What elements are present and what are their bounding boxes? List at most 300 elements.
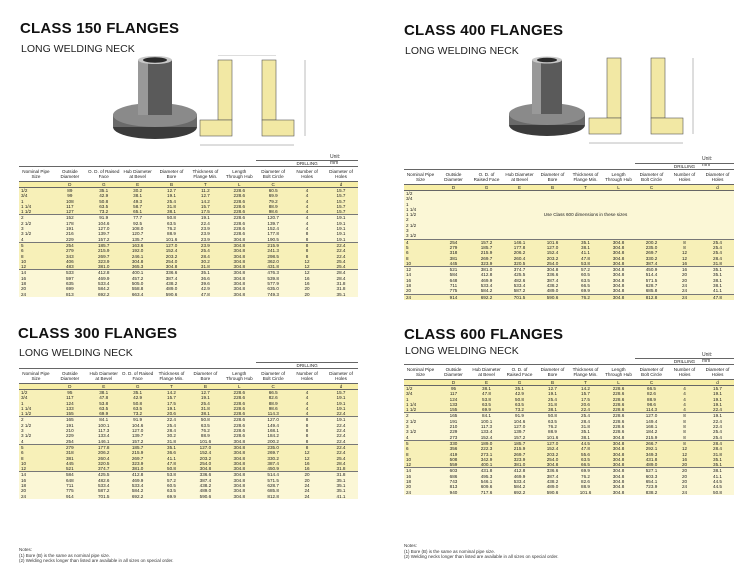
pipe-size-cell: 16 (404, 474, 437, 479)
table-cell: 73.2 (503, 407, 536, 413)
flange-photo-and-drawing (495, 55, 735, 150)
table-cell: 4 (668, 397, 701, 402)
pipe-size-cell: 14 (19, 472, 53, 478)
table-cell: 149.4 (256, 423, 290, 428)
table-cell: 200.2 (635, 239, 668, 245)
table-cell: 163.6 (121, 242, 155, 248)
table-header (19, 161, 358, 188)
table-cell: 269.7 (470, 256, 503, 261)
table-cell: 692.2 (470, 294, 503, 300)
table-cell: 19.1 (324, 406, 358, 411)
table-cell: 228.6 (222, 428, 256, 433)
table-cell: 185.7 (470, 245, 503, 250)
column-header: Outside Diameter (53, 369, 87, 384)
column-header: Hub Diameter at Bevel (121, 167, 155, 182)
table-cell: 41.1 (701, 474, 734, 479)
header-label-row (404, 365, 734, 380)
column-header: Number of Holes (290, 167, 324, 182)
pipe-size-cell: 14 (404, 468, 437, 474)
table-cell: 450.9 (256, 466, 290, 472)
table-cell: 521 (53, 466, 87, 472)
table-cell: 23.9 (188, 242, 222, 248)
table-cell: 558.8 (121, 286, 155, 291)
table-cell: 323.9 (87, 259, 121, 264)
table-cell: 60.5 (569, 272, 602, 277)
table-cell: 35.1 (87, 188, 121, 194)
table-cell: 95 (53, 390, 87, 396)
table-cell: 4 (290, 395, 324, 400)
pipe-size-cell: 1 1/4 (19, 406, 53, 411)
table-cell: 228.6 (222, 406, 256, 411)
table-cell: 66.5 (569, 462, 602, 468)
column-symbol: B (536, 380, 569, 386)
table-cell: 8 (290, 433, 324, 438)
pipe-size-cell: 12 (404, 462, 437, 468)
table-cell: 4 (290, 209, 324, 215)
flange-photo-and-drawing (100, 55, 350, 155)
table-cell: 20.6 (155, 411, 189, 417)
table-cell: 88.9 (635, 397, 668, 402)
table-cell: 22.4 (155, 417, 189, 423)
table-cell: 514.4 (256, 472, 290, 478)
drilling-header: DRILLING (256, 161, 358, 167)
table-row (19, 494, 358, 499)
table-cell: 135.7 (121, 237, 155, 243)
table-cell: 19.1 (701, 402, 734, 407)
table-cell: 19.1 (324, 417, 358, 423)
table-cell: 304.8 (222, 494, 256, 499)
table-cell: 228.6 (222, 401, 256, 406)
table-cell: 304.8 (536, 462, 569, 468)
table-cell: 25.4 (569, 413, 602, 419)
table-cell: 514.4 (635, 272, 668, 277)
table-cell: 133 (53, 406, 87, 411)
table-cell: 146.1 (503, 239, 536, 245)
table-cell: 20 (290, 472, 324, 478)
table-cell: 127.0 (503, 424, 536, 429)
table-cell: 8 (290, 423, 324, 428)
table-cell: 133 (437, 402, 470, 407)
dimension-table (404, 163, 734, 300)
table-cell: 178 (53, 221, 87, 226)
table-cell: 489.0 (536, 288, 569, 294)
table-cell: 228.6 (222, 231, 256, 236)
table-cell: 50.8 (503, 397, 536, 402)
page-subtitle: LONG WELDING NECK (405, 45, 519, 57)
table-cell: 50.8 (536, 413, 569, 419)
table-cell: 44.5 (701, 484, 734, 489)
pipe-size-cell: 10 (19, 461, 53, 466)
table-cell: 717.6 (470, 490, 503, 495)
column-header: Outside Diameter (53, 167, 87, 182)
pipe-size-cell: 1 1/2 (19, 411, 53, 417)
table-cell: 17.5 (188, 209, 222, 215)
table-cell: 692.2 (121, 494, 155, 499)
table-cell: 15.7 (324, 209, 358, 215)
table-cell: 53.8 (87, 401, 121, 406)
table-cell: 189.0 (470, 440, 503, 446)
table-cell: 165 (53, 417, 87, 423)
table-notes (19, 547, 174, 564)
table-cell: 4 (668, 402, 701, 407)
column-header: Thickness of Flange Min. (569, 365, 602, 380)
table-cell: 8 (668, 429, 701, 434)
table-cell: 38.1 (701, 468, 734, 474)
table-cell: 101.6 (536, 435, 569, 441)
table-cell: 12.7 (188, 390, 222, 396)
table-cell: 254.0 (536, 457, 569, 462)
pipe-size-cell: 1/2 (19, 188, 53, 194)
table-cell: 914 (53, 494, 87, 499)
pipe-size-cell: 5 (19, 242, 53, 248)
table-cell: 425.5 (87, 472, 121, 478)
table-cell: 387.4 (536, 474, 569, 479)
table-row (404, 490, 734, 495)
table-cell: 108 (53, 199, 87, 204)
table-cell: 16 (290, 466, 324, 472)
table-cell: 31.8 (324, 286, 358, 291)
pipe-size-cell: 14 (404, 272, 437, 277)
column-symbol: d (324, 384, 358, 390)
table-cell: 66.5 (635, 386, 668, 392)
table-cell: 127.0 (635, 413, 668, 419)
table-cell: 304.8 (222, 276, 256, 281)
table-cell: 431.8 (470, 468, 503, 474)
table-cell: 476.3 (256, 270, 290, 276)
table-cell: 304.8 (602, 484, 635, 489)
table-cell: 304.8 (602, 283, 635, 288)
pipe-size-cell: 5 (404, 245, 437, 250)
pipe-size-cell: 18 (19, 281, 53, 286)
table-cell: 42.9 (188, 286, 222, 291)
table-cell: 304.8 (536, 267, 569, 273)
table-cell: 20 (668, 278, 701, 283)
table-cell: 304.8 (222, 488, 256, 493)
column-header: Thickness of Flange Min. (155, 369, 189, 384)
pipe-size-cell: 8 (19, 456, 53, 461)
column-header: Thickness of Flange Min. (188, 167, 222, 182)
table-cell: 699 (53, 286, 87, 291)
table-cell: 50.8 (155, 215, 189, 221)
table-cell: 19.1 (324, 221, 358, 226)
table-cell: 25.4 (324, 264, 358, 270)
table-cell: 41.1 (701, 288, 734, 294)
pipe-size-cell: 6 (404, 250, 437, 255)
pipe-size-cell: 2 1/2 (404, 419, 437, 424)
table-cell: 127.0 (155, 242, 189, 248)
pipe-size-cell: 18 (404, 283, 437, 288)
table-cell: 200.2 (256, 439, 290, 445)
table-cell: 191 (53, 226, 87, 231)
column-header: Diameter of Holes (324, 167, 358, 182)
table-cell: 36.6 (155, 450, 189, 455)
table-cell: 812.8 (256, 494, 290, 499)
table-cell: 387.4 (155, 276, 189, 281)
table-cell: 813 (53, 292, 87, 297)
table-cell: 356 (437, 446, 470, 451)
table-cell: 47.8 (188, 292, 222, 297)
column-symbol: C (256, 182, 290, 188)
table-cell: 4 (290, 199, 324, 204)
table-cell: 8 (668, 435, 701, 441)
table-cell: 412.8 (470, 272, 503, 277)
table-cell: 35.1 (155, 444, 189, 450)
column-header: Hub Diameter at Bevel (87, 369, 121, 384)
table-cell: 22.4 (324, 433, 358, 438)
table-cell: 304.8 (602, 479, 635, 484)
table-cell: 120.7 (121, 231, 155, 236)
table-cell: 228.6 (222, 411, 256, 417)
table-cell: 190.5 (256, 237, 290, 243)
table-cell: 22.4 (324, 423, 358, 428)
column-symbol: L (602, 185, 635, 191)
table-cell: 22.4 (569, 407, 602, 413)
table-cell: 533 (53, 270, 87, 276)
table-cell: 28.4 (569, 419, 602, 424)
pipe-size-cell: 20 (19, 286, 53, 291)
table-cell: 304.8 (602, 490, 635, 495)
table-cell: 336.6 (188, 472, 222, 478)
table-cell: 260.4 (503, 256, 536, 261)
table-cell: 177.8 (256, 231, 290, 236)
table-cell: 8 (290, 439, 324, 445)
table-cell: 50.8 (701, 490, 734, 495)
pipe-size-cell: 6 (404, 446, 437, 451)
column-symbol: T (188, 182, 222, 188)
table-header (19, 363, 358, 390)
drilling-header: DRILLING (635, 164, 734, 170)
table-cell: 246.1 (121, 254, 155, 259)
table-cell: 304.8 (602, 457, 635, 462)
pipe-size-cell: 4 (404, 239, 437, 245)
table-cell: 35.1 (701, 462, 734, 468)
table-cell: 228.6 (222, 221, 256, 226)
table-cell: 88.9 (256, 204, 290, 209)
table-cell: 76.2 (569, 294, 602, 300)
pipe-size-cell: 12 (19, 466, 53, 472)
pipe-size-cell: 14 (19, 270, 53, 276)
table-cell: 269.7 (87, 254, 121, 259)
pipe-size-cell: 10 (19, 259, 53, 264)
table-cell: 254.0 (188, 461, 222, 466)
pipe-size-cell: 3 1/2 (19, 433, 53, 438)
pipe-size-cell: 4 (19, 237, 53, 243)
note-line: Notes: (19, 547, 33, 552)
table-cell: 30.2 (155, 433, 189, 438)
pipe-size-cell: 12 (19, 264, 53, 270)
table-cell: 228.6 (602, 419, 635, 424)
pipe-size-cell: 8 (19, 254, 53, 259)
table-cell: 127.0 (121, 428, 155, 433)
table-cell: 203.2 (155, 254, 189, 259)
table-cell: 12 (668, 446, 701, 451)
table-cell: 157.2 (503, 435, 536, 441)
table-cell: 101.6 (569, 490, 602, 495)
table-cell: 24 (290, 483, 324, 488)
table-cell: 8 (668, 245, 701, 250)
table-cell: 152.4 (155, 248, 189, 253)
table-cell: 127.0 (87, 226, 121, 231)
table-cell: 20 (668, 479, 701, 484)
table-cell: 203.2 (536, 452, 569, 457)
pipe-size-cell: 18 (19, 483, 53, 488)
table-cell: 38.1 (188, 411, 222, 417)
table-cell: 323.9 (470, 261, 503, 267)
table-cell: 25.4 (701, 429, 734, 434)
table-cell: 19.1 (155, 406, 189, 411)
table-cell: 711 (437, 283, 470, 288)
table-cell: 152.4 (536, 250, 569, 255)
page-title: CLASS 400 FLANGES (404, 22, 564, 39)
table-cell: 685.8 (256, 488, 290, 493)
table-cell: 590.6 (536, 490, 569, 495)
table-cell: 191 (53, 423, 87, 428)
table-cell: 269.7 (256, 450, 290, 455)
table-cell: 304.8 (121, 259, 155, 264)
dimension-table (19, 160, 358, 297)
table-cell: 304.8 (222, 466, 256, 472)
table-cell: 101.6 (536, 239, 569, 245)
column-header: Diameter of Holes (701, 170, 734, 185)
table-cell: 16 (668, 267, 701, 273)
pipe-size-cell: 1 1/2 (404, 212, 437, 217)
table-cell: 8 (290, 242, 324, 248)
column-header: Diameter of Holes (324, 369, 358, 384)
table-cell: 63.5 (536, 419, 569, 424)
table-cell: 318 (53, 450, 87, 455)
table-cell: 24 (668, 288, 701, 294)
table-cell: 229 (437, 429, 470, 434)
table-cell: 20 (290, 286, 324, 291)
pipe-size-cell: 1 1/4 (404, 207, 437, 212)
table-cell: 206.2 (503, 250, 536, 255)
table-cell: 320.5 (503, 261, 536, 267)
table-cell: 229 (53, 237, 87, 243)
table-cell: 203.2 (188, 456, 222, 461)
table-cell: 12 (290, 270, 324, 276)
table-cell: 8 (668, 440, 701, 446)
table-cell: 304.8 (222, 270, 256, 276)
table-cell: 304.8 (602, 245, 635, 250)
table-cell: 41.1 (569, 250, 602, 255)
table-cell: 304.8 (602, 256, 635, 261)
table-cell: 50.8 (155, 466, 189, 472)
column-header: Diameter of Holes (701, 365, 734, 380)
table-cell: 92.5 (121, 221, 155, 226)
pipe-size-cell: 2 (404, 413, 437, 419)
table-cell: 387.4 (188, 478, 222, 483)
column-symbol: C (256, 384, 290, 390)
table-cell: 228.6 (222, 395, 256, 400)
table-cell: 19.1 (324, 237, 358, 243)
pipe-size-cell: 1 (404, 397, 437, 402)
table-cell: 775 (53, 488, 87, 493)
column-symbol: G (87, 182, 121, 188)
table-cell: 387.4 (536, 278, 569, 283)
pipe-size-cell: 10 (404, 261, 437, 267)
pipe-size-cell: 1 1/4 (404, 402, 437, 407)
table-cell: 82.6 (569, 479, 602, 484)
table-cell: 15.7 (569, 391, 602, 396)
table-cell: 438.2 (188, 483, 222, 488)
table-cell: 206.2 (87, 450, 121, 455)
table-cell: 304.8 (188, 466, 222, 472)
table-cell: 76.2 (569, 474, 602, 479)
table-cell: 69.9 (155, 494, 189, 499)
table-body (404, 191, 734, 300)
table-row (404, 191, 734, 197)
table-cell: 23.9 (188, 231, 222, 236)
pipe-size-cell: 1 (19, 199, 53, 204)
table-cell: 35.1 (324, 292, 358, 297)
table-cell: 775 (437, 288, 470, 294)
table-cell: 185.7 (503, 440, 536, 446)
table-cell: 100.1 (87, 423, 121, 428)
table-cell: 701.5 (87, 494, 121, 499)
table-cell: 228.6 (602, 413, 635, 419)
table-cell: 25.4 (701, 435, 734, 441)
table-cell: 304.8 (222, 456, 256, 461)
table-cell: 304.8 (222, 439, 256, 445)
table-cell: 215.9 (121, 450, 155, 455)
table-cell: 66.5 (256, 390, 290, 396)
table-cell: 587.2 (503, 288, 536, 294)
table-cell: 269.7 (635, 250, 668, 255)
table-cell: 692.2 (503, 490, 536, 495)
column-header: Nominal Pipe Size (404, 170, 437, 185)
table-cell: 228.6 (602, 402, 635, 407)
table-cell: 47.8 (569, 256, 602, 261)
table-cell: 8 (290, 237, 324, 243)
table-cell: 31.8 (701, 261, 734, 267)
table-cell: 692.2 (87, 292, 121, 297)
table-cell: 30.2 (121, 188, 155, 194)
table-cell: 42.9 (87, 193, 121, 198)
column-header: Number of Holes (290, 369, 324, 384)
table-cell: 336.6 (536, 272, 569, 277)
pipe-size-cell: 24 (404, 490, 437, 495)
column-symbol: L (222, 182, 256, 188)
table-cell: 25.4 (188, 401, 222, 406)
table-cell: 19.1 (188, 395, 222, 400)
table-cell: 685.8 (635, 288, 668, 294)
table-cell: 584 (437, 272, 470, 277)
table-cell: 743 (437, 479, 470, 484)
table-cell: 127.0 (188, 444, 222, 450)
column-symbol: E (87, 384, 121, 390)
dimension-table (404, 358, 734, 495)
pipe-size-cell: 6 (19, 248, 53, 253)
table-cell: 69.9 (569, 288, 602, 294)
pipe-size-cell: 1 (404, 202, 437, 207)
table-cell: 469.9 (87, 276, 121, 281)
table-cell: 663.4 (121, 292, 155, 297)
table-cell: 25.4 (701, 250, 734, 255)
table-cell: 53.8 (569, 261, 602, 267)
table-cell: 527.1 (635, 468, 668, 474)
column-symbol: E (121, 182, 155, 188)
table-cell: 323.9 (121, 461, 155, 466)
table-cell: 571.5 (635, 278, 668, 283)
column-header: Nominal Pipe Size (404, 365, 437, 380)
table-cell: 91.9 (87, 215, 121, 221)
table-cell: 812.8 (635, 294, 668, 300)
table-cell: 701.5 (503, 294, 536, 300)
table-cell: 28.4 (324, 276, 358, 281)
table-cell: 104.6 (87, 221, 121, 226)
table-cell: 609.6 (470, 484, 503, 489)
table-cell: 42.9 (121, 395, 155, 400)
